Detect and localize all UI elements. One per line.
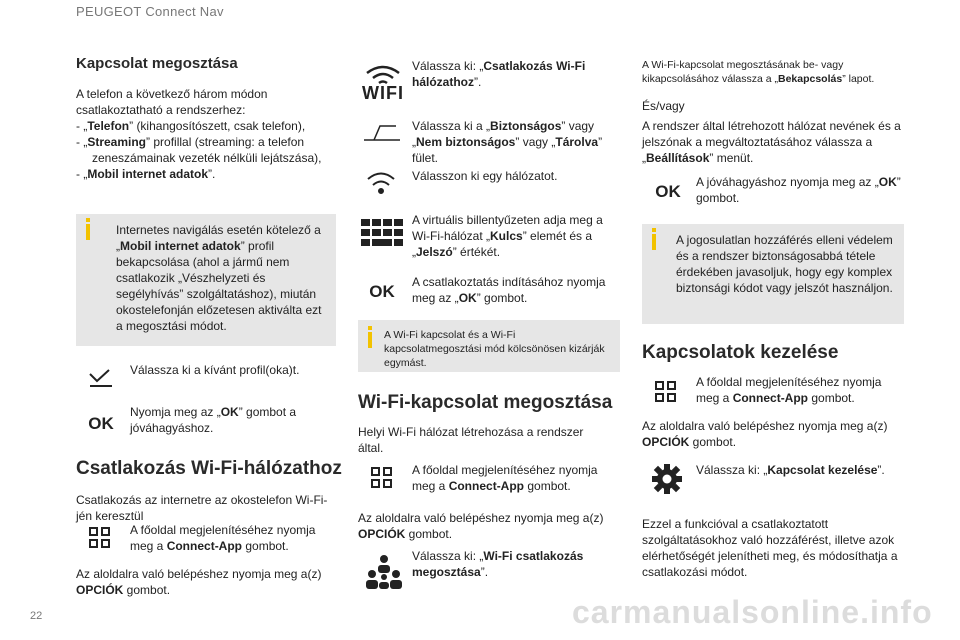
grid-icon (652, 378, 680, 406)
step-options: Az aloldalra való belépéshez nyomja meg a(z) OPCIÓK gombot. (76, 567, 322, 597)
section-title-manage: Kapcsolatok kezelése (642, 342, 839, 363)
gear-icon (650, 462, 684, 496)
step-options: Az aloldalra való belépéshez nyomja meg a(z) OPCIÓK gombot. (358, 511, 604, 541)
grid-icon (368, 464, 396, 492)
list-item: - „Mobil internet adatok”. (76, 167, 216, 181)
info-box-security: A jogosulatlan hozzáférés elleni védelem és a rendszer biztonságosabbá tétele érdekében javasoljuk, hogy egy komplex biztonsági kódot vagy jelszót használjon. (642, 224, 904, 324)
page-number: 22 (30, 610, 43, 622)
wifi-sharing-intro: Helyi Wi-Fi hálózat létrehozása a rendszer által. (358, 425, 584, 455)
section-title-sharing: Kapcsolat megosztása (76, 55, 238, 72)
profile-list (76, 118, 346, 182)
outro-text: Ezzel a funkcióval a csatlakoztatott szolgáltatásokhoz való hozzáférést, illetve azok elérhetőségét jelenítheti meg, és módosíthatja a csatlakozási módot. (642, 517, 898, 579)
and-or-text: És/vagy (642, 99, 685, 113)
step-connect-app: A főoldal megjelenítéséhez nyomja meg a Connect-App gombot. (130, 523, 316, 553)
list-item: - „Telefon” (kihangosítószett, csak telefon), (76, 119, 306, 133)
intro-text: A telefon a következő három módon csatlakoztatható a rendszerhez: (76, 87, 268, 117)
step-ok: Nyomja meg az „OK” gombot a jóváhagyáshoz. (130, 405, 297, 435)
step-select-profile: Válassza ki a kívánt profil(oka)t. (130, 363, 300, 377)
toggle-text: A Wi-Fi-kapcsolat megosztásának be- vagy kikapcsolásához válassza a „Bekapcsolás” lapot. (642, 59, 875, 85)
list-item: - „Streaming” profillal (streaming: a telefon zeneszámainak vezeték nélküli lejátszása), (76, 135, 322, 165)
page-header: PEUGEOT Connect Nav (76, 4, 224, 19)
wifi-icon: WIFI (360, 60, 406, 106)
step-confirm: A jóváhagyáshoz nyomja meg az „OK” gombot. (696, 175, 901, 205)
step-connect-app: A főoldal megjelenítéséhez nyomja meg a Connect-App gombot. (696, 375, 882, 405)
step-connect-app: A főoldal megjelenítéséhez nyomja meg a Connect-App gombot. (412, 463, 598, 493)
info-icon (652, 234, 656, 250)
info-icon (86, 224, 90, 240)
wifi-intro: Csatlakozás az internetre az okostelefon Wi-Fi-jén keresztül (76, 493, 328, 523)
step-enter-key: A virtuális billentyűzeten adja meg a Wi-Fi-hálózat „Kulcs” elemét és a „Jelszó” értékét. (412, 213, 603, 259)
grid-icon (86, 524, 114, 552)
step-select-network: Válasszon ki egy hálózatot. (412, 169, 558, 183)
ok-icon: OK (88, 414, 114, 433)
step-select-wifi: Válassza ki: „Csatlakozás Wi-Fi hálózathoz”. (412, 59, 586, 89)
watermark: carmanualsonline.info (572, 594, 933, 630)
tab-icon (362, 120, 402, 144)
step-start-connection: A csatlakoztatás indításához nyomja meg az „OK” gombot. (412, 275, 606, 305)
step-select-tab: Válassza ki a „Biztonságos” vagy „Nem biztonságos” vagy „Tárolva” fület. (412, 119, 603, 165)
info-icon (368, 332, 372, 348)
section-title-wifi: Csatlakozás Wi-Fi-hálózathoz (76, 458, 342, 479)
ok-icon: OK (369, 282, 395, 301)
info-box-exclusive: A Wi-Fi kapcsolat és a Wi-Fi kapcsolatmegosztási mód kölcsönösen kizárják egymást. (358, 320, 620, 372)
step-options: Az aloldalra való belépéshez nyomja meg a(z) OPCIÓK gombot. (642, 419, 888, 449)
settings-text: A rendszer által létrehozott hálózat nevének és a jelszónak a megváltoztatásához válassza a „Beállítások” menüt. (642, 119, 901, 165)
step-select-manage: Válassza ki: „Kapcsolat kezelése”. (696, 463, 885, 477)
wifi-network-icon (364, 168, 398, 198)
section-title-wifi-sharing: Wi-Fi-kapcsolat megosztása (358, 392, 613, 413)
step-select-wifi-sharing: Válassza ki: „Wi-Fi csatlakozás megosztása”. (412, 549, 584, 579)
info-box-internet: Internetes navigálás esetén kötelező a „Mobil internet adatok” profil bekapcsolása (ahol a jármű nem csatlakozik „Vészhelyzeti és segélyhívás” szolgáltatáshoz), miután okostelefonján előzetesen aktiválta ezt a megosztási módot. (76, 214, 336, 346)
check-icon (86, 366, 116, 390)
keyboard-icon (360, 218, 404, 248)
ok-icon: OK (655, 182, 681, 201)
people-icon (364, 552, 404, 592)
